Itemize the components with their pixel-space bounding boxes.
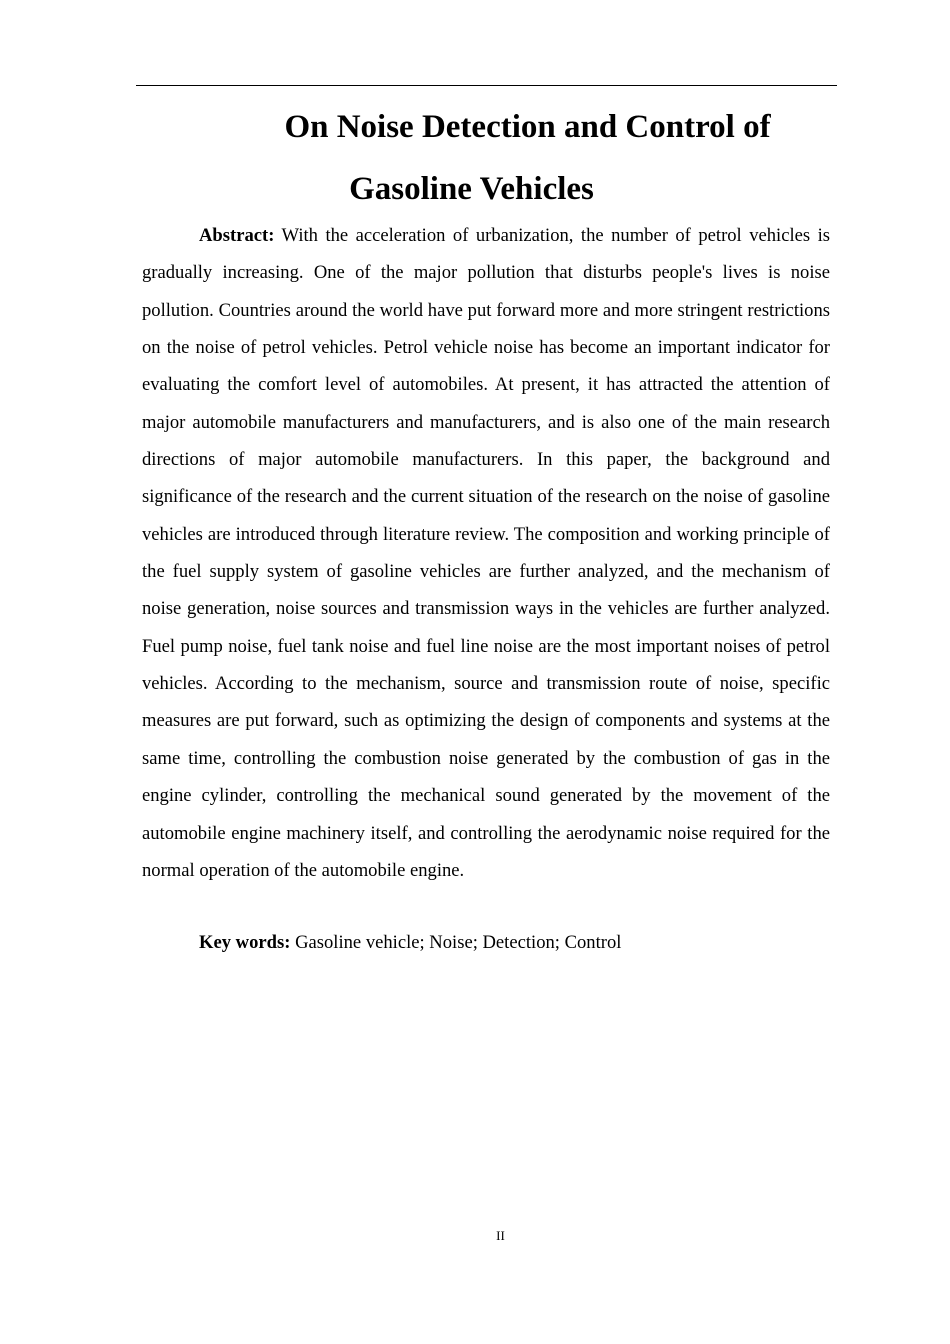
page-number: II: [496, 1228, 505, 1243]
header-rule: [136, 85, 837, 86]
title-line-2: Gasoline Vehicles: [349, 171, 594, 207]
keywords-label: Key words:: [199, 932, 291, 953]
paper-title: [136, 96, 837, 220]
keywords-text: Gasoline vehicle; Noise; Detection; Control: [290, 932, 622, 953]
title-line-1: On Noise Detection and Control of: [284, 109, 771, 145]
abstract-text: With the acceleration of urbanization, the number of petrol vehicles is gradually increasing. One of the major pollution that disturbs people's lives is noise pollution. Countries around the world have put forward more and more stringent restrictions on the noise of petrol vehicles. Petrol vehicle noise has become an important indicator for evaluating the comfort level of automobiles. At present, it has attracted the attention of major automobile manufacturers and manufacturers, and is also one of the main research directions of major automobile manufacturers. In this paper, the background and significance of the research and the current situation of the research on the noise of gasoline vehicles are introduced through literature review. The composition and working principle of the fuel supply system of gasoline vehicles are further analyzed, and the mechanism of noise generation, noise sources and transmission ways in the vehicles are further analyzed. Fuel pump noise, fuel tank noise and fuel line noise are the most important noises of petrol vehicles. According to the mechanism, source and transmission route of noise, specific measures are put forward, such as optimizing the design of components and systems at the same time, controlling the combustion noise generated by the combustion of gas in the engine cylinder, controlling the mechanical sound generated by the movement of the automobile engine machinery itself, and controlling the aerodynamic noise required for the normal operation of the automobile engine.: [142, 225, 830, 881]
abstract-paragraph: [142, 217, 830, 889]
abstract-label: Abstract:: [199, 225, 275, 246]
keywords-paragraph: [142, 926, 830, 960]
